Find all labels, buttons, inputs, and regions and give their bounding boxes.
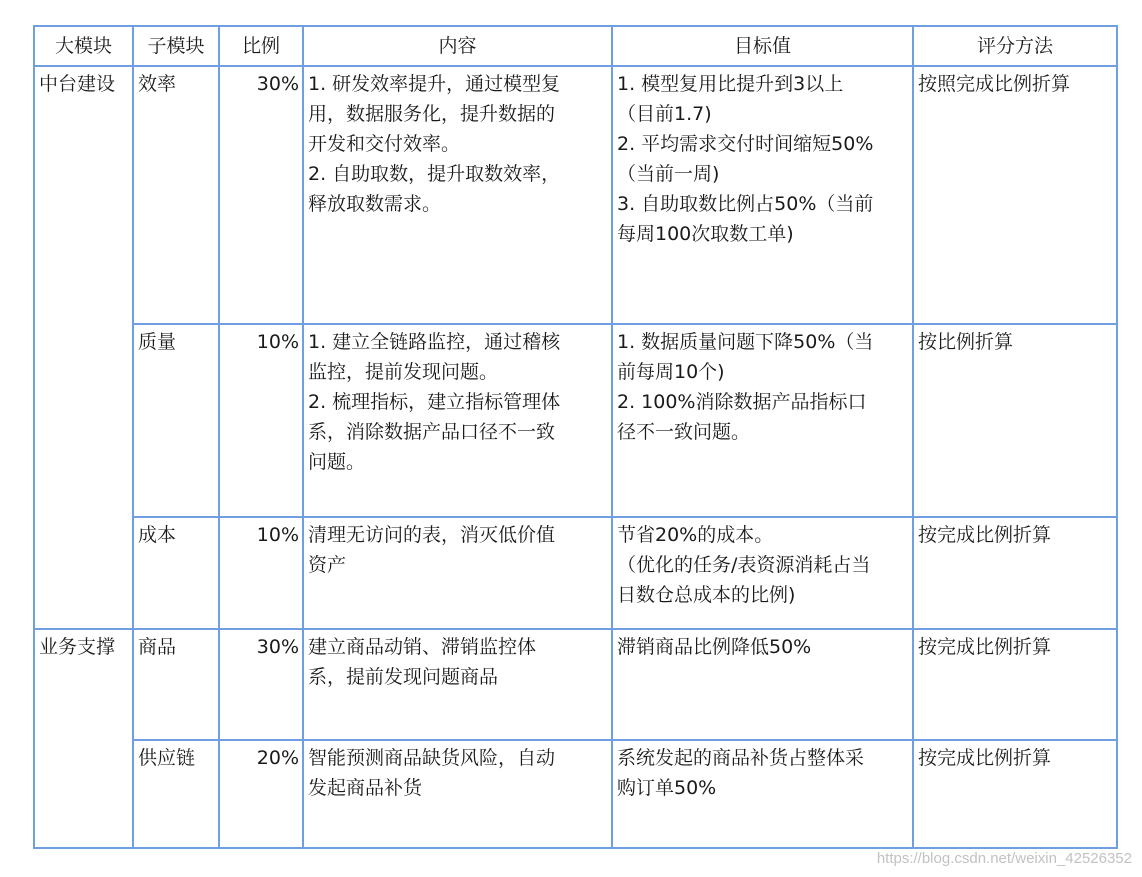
submodule-cell: 效率 xyxy=(133,66,219,324)
target-line: 2. 平均需求交付时间缩短50% xyxy=(617,133,874,155)
kpi-table xyxy=(33,25,1118,849)
header-submodule: 子模块 xyxy=(133,26,219,66)
submodule-cell: 质量 xyxy=(133,324,219,517)
content-line: 发起商品补货 xyxy=(308,777,423,799)
content-line: 2. 梳理指标，建立指标管理体 xyxy=(308,391,561,413)
header-target: 目标值 xyxy=(612,26,913,66)
ratio-cell: 10% xyxy=(219,324,303,517)
header-module: 大模块 xyxy=(34,26,133,66)
content-cell xyxy=(303,517,612,629)
content-cell xyxy=(303,629,612,740)
ratio-cell: 20% xyxy=(219,740,303,848)
submodule-cell: 成本 xyxy=(133,517,219,629)
content-line: 1. 建立全链路监控，通过稽核 xyxy=(308,331,561,353)
table-row xyxy=(34,324,1117,517)
target-cell xyxy=(612,517,913,629)
ratio-cell: 10% xyxy=(219,517,303,629)
target-line: 1. 模型复用比提升到3以上 xyxy=(617,73,844,95)
target-cell xyxy=(612,740,913,848)
target-line: （优化的任务/表资源消耗占当 xyxy=(617,554,871,576)
content-line: 智能预测商品缺货风险，自动 xyxy=(308,747,556,769)
table-row xyxy=(34,66,1117,324)
submodule-cell: 商品 xyxy=(133,629,219,740)
target-cell xyxy=(612,66,913,324)
content-line: 建立商品动销、滞销监控体 xyxy=(308,636,537,658)
content-cell xyxy=(303,66,612,324)
content-line: 问题。 xyxy=(308,451,366,473)
target-line: 前每周10个) xyxy=(617,361,725,383)
target-cell xyxy=(612,324,913,517)
content-line: 1. 研发效率提升，通过模型复 xyxy=(308,73,561,95)
method-cell: 按照完成比例折算 xyxy=(913,66,1117,324)
target-line: （目前1.7) xyxy=(617,103,712,125)
content-line: 系，消除数据产品口径不一致 xyxy=(308,421,556,443)
table-row xyxy=(34,517,1117,629)
target-line: 1. 数据质量问题下降50%（当 xyxy=(617,331,874,353)
target-line: 径不一致问题。 xyxy=(617,421,751,443)
target-line: 节省20%的成本。 xyxy=(617,524,774,546)
content-line: 释放取数需求。 xyxy=(308,193,442,215)
method-cell: 按完成比例折算 xyxy=(913,629,1117,740)
target-line: （当前一周) xyxy=(617,163,720,185)
header-method: 评分方法 xyxy=(913,26,1117,66)
table-row xyxy=(34,629,1117,740)
method-cell: 按完成比例折算 xyxy=(913,517,1117,629)
content-cell xyxy=(303,324,612,517)
target-line: 3. 自助取数比例占50%（当前 xyxy=(617,193,874,215)
ratio-cell: 30% xyxy=(219,629,303,740)
content-line: 清理无访问的表，消灭低价值 xyxy=(308,524,556,546)
header-row xyxy=(34,26,1117,66)
content-line: 开发和交付效率。 xyxy=(308,133,461,155)
table-row xyxy=(34,740,1117,848)
content-line: 资产 xyxy=(308,554,347,576)
module-cell: 业务支撑 xyxy=(34,629,133,848)
watermark-url: https://blog.csdn.net/weixin_42526352 xyxy=(876,850,1132,867)
method-cell: 按比例折算 xyxy=(913,324,1117,517)
content-line: 系，提前发现问题商品 xyxy=(308,666,499,688)
target-line: 系统发起的商品补货占整体采 xyxy=(617,747,865,769)
module-cell: 中台建设 xyxy=(34,66,133,629)
target-line: 2. 100%消除数据产品指标口 xyxy=(617,391,867,413)
content-cell xyxy=(303,740,612,848)
content-line: 用，数据服务化，提升数据的 xyxy=(308,103,556,125)
target-line: 每周100次取数工单) xyxy=(617,223,794,245)
target-line: 日数仓总成本的比例) xyxy=(617,584,796,606)
ratio-cell: 30% xyxy=(219,66,303,324)
method-cell: 按完成比例折算 xyxy=(913,740,1117,848)
target-line: 购订单50% xyxy=(617,777,717,799)
header-ratio: 比例 xyxy=(219,26,303,66)
content-line: 2. 自助取数，提升取数效率， xyxy=(308,163,561,185)
target-line: 滞销商品比例降低50% xyxy=(617,636,812,658)
target-cell xyxy=(612,629,913,740)
content-line: 监控，提前发现问题。 xyxy=(308,361,499,383)
submodule-cell: 供应链 xyxy=(133,740,219,848)
header-content: 内容 xyxy=(303,26,612,66)
